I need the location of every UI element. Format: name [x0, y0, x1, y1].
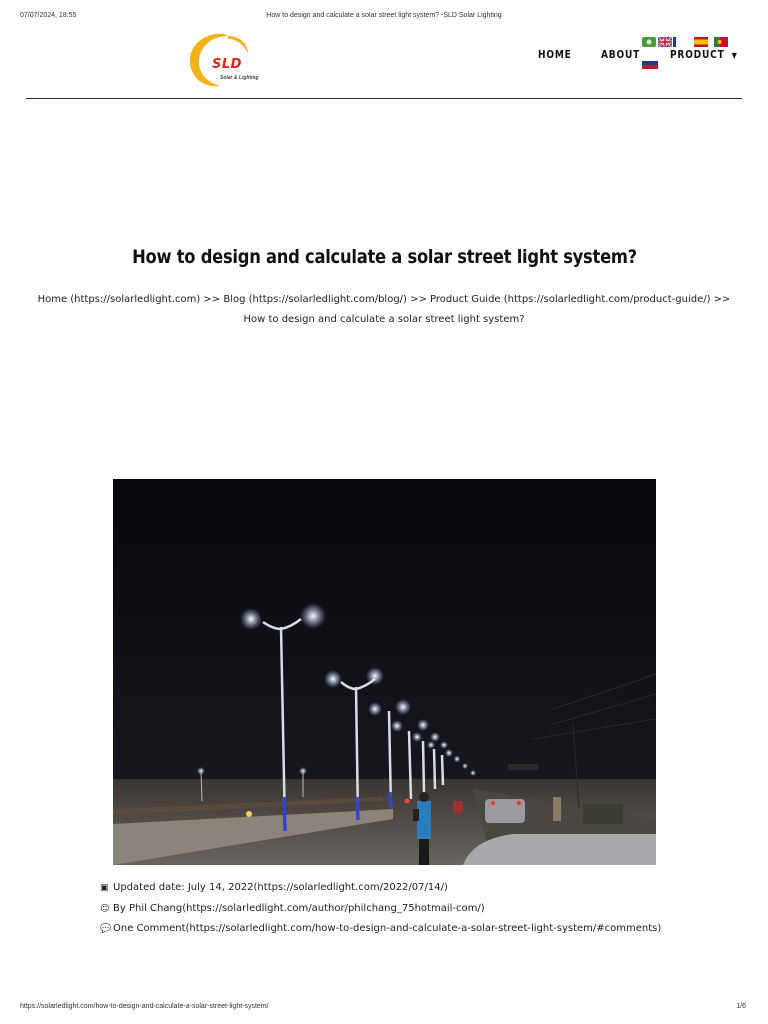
comment-icon: 💬 [100, 924, 112, 934]
updated-date[interactable] [100, 882, 448, 893]
comments-link[interactable] [100, 923, 661, 934]
flag-french-icon[interactable] [673, 37, 681, 47]
author-link[interactable] [100, 903, 485, 914]
article-title-text: How to design and calculate a solar street light system? [131, 246, 637, 268]
page-number: 1/6 [736, 1003, 746, 1010]
updated-date-text: Updated date: July 14, 2022(https://solarledlight.com/2022/07/14/) [113, 882, 448, 893]
author-text: By Phil Chang(https://solarledlight.com/author/philchang_75hotmail-com/) [113, 903, 485, 914]
comments-text: One Comment(https://solarledlight.com/how-to-design-and-calculate-a-solar-street-light-system/#comments) [113, 923, 662, 934]
print-url: https://solarledlight.com/how-to-design-and-calculate-a-solar-street-light-system/ [20, 1003, 269, 1010]
language-flags [642, 37, 732, 67]
print-page-title: How to design and calculate a solar street light system? -SLD Solar Lighting [266, 12, 502, 19]
calendar-icon: ▣ [100, 883, 109, 893]
print-datetime: 07/07/2024, 18:55 [20, 12, 77, 19]
user-icon: ☺ [100, 904, 110, 914]
logo-brand: SLD [212, 57, 242, 72]
breadcrumb-line-1[interactable]: Home (https://solarledlight.com) >> Blog (https://solarledlight.com/blog/) >> Product Guide (https://solarledlight.com/product-guide/) >> [37, 294, 731, 305]
flag-arabic-icon[interactable] [642, 37, 656, 47]
breadcrumb-line-2: How to design and calculate a solar street light system? [243, 314, 525, 325]
chevron-down-icon: ▼ [731, 51, 738, 60]
logo-tagline: Solar & Lighting [220, 75, 259, 81]
flag-portuguese-icon[interactable] [714, 37, 728, 47]
flag-russian-icon[interactable] [642, 57, 658, 69]
article-title [0, 246, 768, 268]
nav-about[interactable]: ABOUT [601, 48, 641, 61]
nav-home[interactable]: HOME [538, 48, 572, 61]
street-lights-night-photo [113, 479, 656, 865]
flag-english-icon[interactable] [658, 37, 672, 47]
nav-product-label: PRODUCT [670, 48, 725, 61]
header-divider [26, 98, 742, 99]
site-logo[interactable] [184, 30, 274, 90]
flag-spanish-icon[interactable] [694, 37, 708, 47]
breadcrumb [20, 290, 748, 330]
featured-image [113, 479, 656, 865]
